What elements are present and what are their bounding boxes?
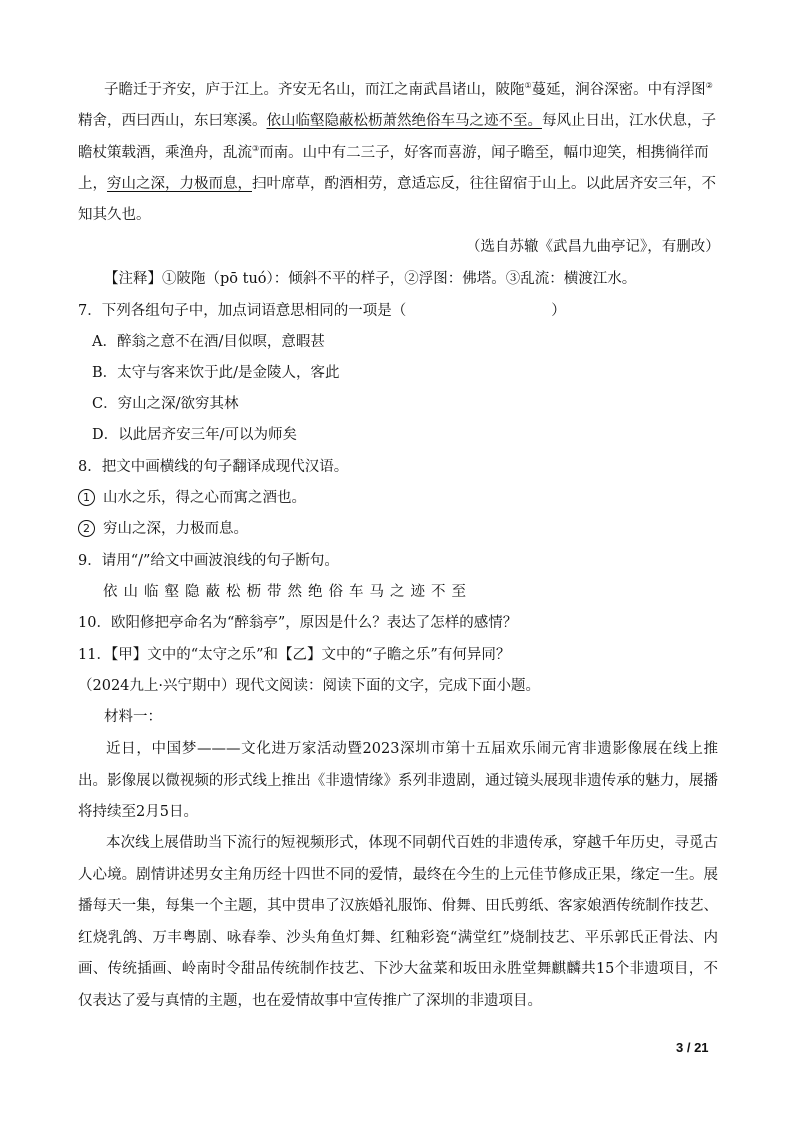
- question-8-item-2: [78, 519, 248, 539]
- wavy-underlined-sentence: 依山临壑隐蔽松枥萧然绝俗车马之迹不至。: [266, 113, 542, 129]
- sentence-char: 迹: [410, 584, 425, 600]
- sentence-char: 隐: [185, 584, 200, 600]
- passage-text: 精舍，西曰西山，东曰寒溪。: [78, 113, 267, 129]
- sentence-char: 至: [451, 584, 466, 600]
- underlined-sentence: 穷山之深，力极而息，: [107, 176, 252, 192]
- passage-line-4: [78, 174, 716, 194]
- question-7-option-b[interactable]: B．太守与客来饮于此/是金陵人，客此: [92, 365, 340, 381]
- passage-text: 瞻杖策载酒，乘渔舟，乱流: [78, 145, 252, 161]
- question-7-option-d[interactable]: D．以此居齐安三年/可以为师矣: [92, 427, 298, 443]
- passage-text: 而南。山中有二三子，好客而喜游，闻子瞻至，幅巾迎笑，相携徜徉而: [259, 145, 709, 161]
- item-number-2: 2: [78, 520, 95, 537]
- passage-text: 子瞻迁于齐安，庐于江上。齐安无名山，而江之南武昌诸山，陂陁: [104, 82, 525, 98]
- material-label: 材料一：: [104, 709, 162, 725]
- item-text: 山水之乐，得之心而寓之酒也。: [103, 490, 306, 506]
- passage-line-5: 知其久也。: [78, 207, 151, 223]
- sentence-char: 然: [287, 584, 302, 600]
- sentence-char: 壑: [164, 584, 179, 600]
- material-paragraph-1: 近日，中国梦———文化进万家活动暨2023深圳市第十五届欢乐闹元宵非遗影像展在线上推出。影像展以微视频的形式线上推出《非遗情缘》系列非遗剧，通过镜头展现非遗传承的魅力，展播将持续至2月5日。: [78, 741, 718, 820]
- sentence-char: 车: [349, 584, 364, 600]
- passage-source: （选自苏辙《武昌九曲亭记》，有删改）: [466, 239, 720, 255]
- sentence-char: 依: [103, 584, 118, 600]
- note-marker: ②: [705, 81, 713, 91]
- sentence-char: 带: [267, 584, 282, 600]
- passage-line-2: [78, 111, 716, 131]
- question-10: 10．欧阳修把亭命名为“醉翁亭”，原因是什么？表达了怎样的感情？: [78, 615, 518, 631]
- question-8-item-1: [78, 488, 306, 508]
- question-9-stem: 9．请用“/”给文中画波浪线的句子断句。: [78, 553, 339, 569]
- sentence-char: 松: [226, 584, 241, 600]
- sentence-char: 不: [431, 584, 446, 600]
- sentence-char: 绝: [308, 584, 323, 600]
- passage-text: 扫叶席草，酌酒相劳，意适忘反，往往留宿于山上。以此居齐安三年，不: [252, 176, 716, 192]
- passage-text: 上，: [78, 176, 107, 192]
- sentence-char: 俗: [328, 584, 343, 600]
- passage-line-1: [104, 80, 713, 100]
- question-7-stem: 7．下列各组句子中，加点词语意思相同的一项是（ ）: [78, 303, 566, 319]
- question-7-option-a[interactable]: A．醉翁之意不在酒/目似暝，意暇甚: [92, 334, 325, 350]
- passage-text: 蔓延，涧谷深密。中有浮图: [531, 82, 706, 98]
- question-11: 11．【甲】文中的“太守之乐”和【乙】文中的“子瞻之乐”有何异同？: [78, 647, 511, 663]
- annotation-note: 【注释】①陂陁（pō tuó）：倾斜不平的样子，②浮图：佛塔。③乱流：横渡江水。: [104, 271, 637, 287]
- question-7-option-c[interactable]: C．穷山之深/欲穷其林: [92, 396, 239, 412]
- note-marker: ①: [524, 81, 532, 91]
- page-number: 3 / 21: [676, 1040, 709, 1055]
- sentence-char: 山: [123, 584, 138, 600]
- section-heading: （2024九上·兴宁期中）现代文阅读：阅读下面的文字，完成下面小题。: [78, 678, 541, 694]
- passage-line-3: [78, 143, 709, 163]
- sentence-char: 枥: [246, 584, 261, 600]
- passage-text: 每风止日出，江水伏息，子: [542, 113, 716, 129]
- question-8-stem: 8．把文中画横线的句子翻译成现代汉语。: [78, 459, 349, 475]
- sentence-char: 之: [390, 584, 405, 600]
- question-9-characters: [100, 582, 469, 602]
- sentence-char: 马: [369, 584, 384, 600]
- item-text: 穷山之深，力极而息。: [103, 521, 248, 537]
- sentence-char: 临: [144, 584, 159, 600]
- material-paragraph-2: 本次线上展借助当下流行的短视频形式，体现不同朝代百姓的非遗传承，穿越千年历史，寻觅古人心境。剧情讲述男女主角历经十四世不同的爱情，最终在今生的上元佳节修成正果，缘定一生。展播每天一集，每集一个主题，其中贯串了汉族婚礼服饰、佾舞、田氏剪纸、客家娘酒传统制作技艺、红烧乳鸽、万丰粤剧、咏春拳、沙头角鱼灯舞、红釉彩瓷“满堂红”烧制技艺、平乐郭氏正骨法、内画、传统插画、岭南时令甜品传统制作技艺、下沙大盆菜和坂田永胜堂舞麒麟共15个非遗项目，不仅表达了爱与真情的主题，也在爱情故事中宣传推广了深圳的非遗项目。: [78, 835, 718, 1009]
- sentence-char: 蔽: [205, 584, 220, 600]
- item-number-1: 1: [78, 489, 95, 506]
- note-marker: ③: [252, 144, 260, 154]
